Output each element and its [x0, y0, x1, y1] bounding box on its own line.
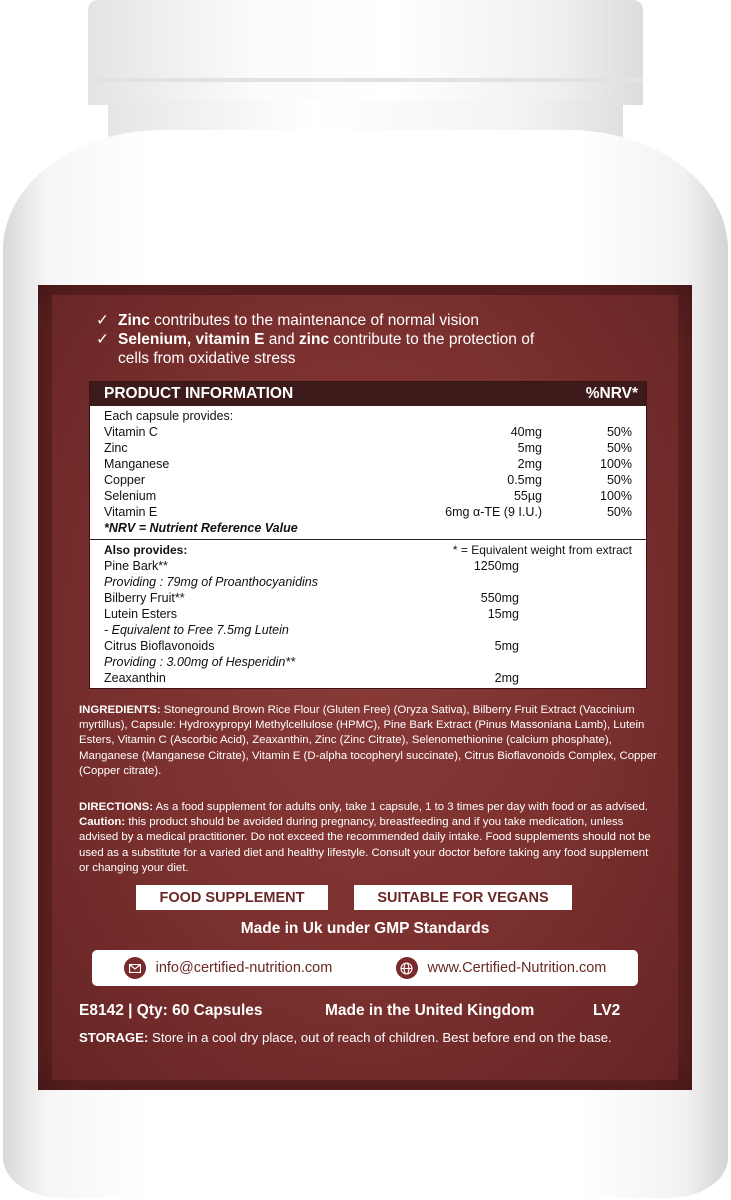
globe-icon	[396, 957, 418, 979]
also-header	[104, 542, 632, 558]
bottle-cap	[88, 0, 643, 105]
benefit-item	[96, 330, 656, 368]
also-row	[104, 606, 632, 622]
also-name: - Equivalent to Free 7.5mg Lutein	[104, 623, 289, 637]
also-amount	[459, 622, 519, 638]
nutrient-amount: 55µg	[513, 489, 542, 503]
info-header	[90, 382, 646, 406]
nutrient-nrv: 50%	[606, 425, 632, 439]
lv-code: LV2	[593, 1002, 621, 1019]
benefits-list	[96, 311, 656, 368]
info-title: PRODUCT INFORMATION	[104, 385, 294, 402]
also-name: Lutein Esters	[104, 607, 177, 621]
storage-text: Store in a cool dry place, out of reach of children. Best before end on the base.	[148, 1030, 612, 1045]
also-amount: 2mg	[494, 671, 519, 685]
also-row	[104, 654, 632, 670]
nutrient-row	[104, 440, 632, 456]
also-name: Citrus Bioflavonoids	[104, 639, 215, 653]
ingredients-block	[79, 703, 659, 779]
nrv-note: *NRV = Nutrient Reference Value	[104, 521, 298, 535]
also-amount: 1250mg	[473, 559, 519, 573]
storage-block	[79, 1029, 669, 1047]
also-name: Providing : 79mg of Proanthocyanidins	[104, 575, 319, 589]
nutrient-name: Manganese	[104, 457, 170, 471]
also-amount	[459, 654, 519, 670]
nutrient-nrv: 50%	[606, 441, 632, 455]
nutrient-name: Vitamin C	[104, 425, 158, 439]
email-text: info@certified-nutrition.com	[155, 960, 333, 976]
ingredients-label: INGREDIENTS:	[79, 704, 161, 716]
also-amount	[459, 574, 519, 590]
ingredients-text: Stoneground Brown Rice Flour (Gluten Free) (Oryza Sativa), Bilberry Fruit Extract (Vaccinium myrtillus), Capsule: Hydroxypropyl Methylcellulose (HPMC), Pine Bark Extract (Pinus Massoniana Lamb), Lutein Esters, Vitamin C (Ascorbic Acid), Zeaxanthin, Zinc (Zinc Citrate), Selenomethionine (calcium phosphate), Manganese (Manganese Citrate), Vitamin E (D-alpha tocopheryl succinate), Citrus Bioflavonoids Complex, Copper (Copper citrate).	[79, 704, 657, 777]
product-code: E8142 | Qty: 60 Capsules	[79, 1002, 263, 1019]
nrv-header: %NRV*	[585, 385, 638, 402]
benefit-text: contribute to the protection of	[329, 331, 535, 348]
provides-label: Each capsule provides:	[104, 409, 234, 423]
info-body	[90, 406, 646, 686]
equiv-note: * = Equivalent weight from extract	[452, 543, 632, 557]
also-name: Providing : 3.00mg of Hesperidin**	[104, 655, 296, 669]
also-row	[104, 558, 632, 574]
benefit-bold: zinc	[298, 331, 330, 348]
web-contact	[396, 957, 607, 979]
also-row	[104, 590, 632, 606]
directions-label: DIRECTIONS:	[79, 801, 154, 813]
product-label	[38, 285, 692, 1090]
also-rows	[104, 558, 632, 686]
nutrient-nrv: 100%	[600, 457, 632, 471]
website-text: www.Certified-Nutrition.com	[427, 960, 607, 976]
nutrient-name: Zinc	[104, 441, 128, 455]
food-supplement-badge: FOOD SUPPLEMENT	[136, 885, 328, 910]
directions-block	[79, 800, 659, 876]
nutrient-row	[104, 424, 632, 440]
check-icon: ✓	[96, 312, 109, 329]
nutrient-amount: 2mg	[517, 457, 542, 471]
also-row	[104, 670, 632, 686]
benefit-text: cells from oxidative stress	[118, 350, 296, 367]
origin-text: Made in the United Kingdom	[325, 1002, 535, 1019]
also-amount: 15mg	[487, 607, 519, 621]
email-contact	[124, 957, 333, 979]
nutrient-row	[104, 472, 632, 488]
nutrient-nrv: 50%	[606, 505, 632, 519]
also-row	[104, 622, 632, 638]
product-information-table	[89, 381, 647, 689]
nutrient-row	[104, 456, 632, 472]
also-amount: 5mg	[494, 639, 519, 653]
nutrient-amount: 5mg	[517, 441, 542, 455]
also-row	[104, 638, 632, 654]
nutrient-row	[104, 504, 632, 520]
benefit-bold: Zinc	[118, 312, 150, 329]
benefit-text: contributes to the maintenance of normal vision	[149, 312, 480, 329]
nutrient-nrv: 100%	[600, 489, 632, 503]
vegan-badge: SUITABLE FOR VEGANS	[354, 885, 572, 910]
benefit-bold: Selenium, vitamin E	[118, 331, 265, 348]
nutrient-amount: 6mg α-TE (9 I.U.)	[445, 505, 542, 519]
nutrient-name: Copper	[104, 473, 145, 487]
label-panel	[52, 295, 678, 1080]
also-amount: 550mg	[480, 591, 519, 605]
check-icon: ✓	[96, 331, 109, 348]
also-name: Pine Bark**	[104, 559, 168, 573]
benefit-text: and	[264, 331, 299, 348]
made-in-statement: Made in Uk under GMP Standards	[240, 920, 490, 937]
nutrient-name: Selenium	[104, 489, 157, 503]
also-name: Bilberry Fruit**	[104, 591, 185, 605]
also-row	[104, 574, 632, 590]
also-label: Also provides:	[104, 543, 188, 557]
caution-text: this product should be avoided during pregnancy, breastfeeding and if you take medication, unless advised by a medical practitioner. Do not exceed the recommended daily intake. Food supplements should not be used as a substitute for a varied diet and healthy lifestyle. Consult your doctor before taking any food supplement or changing your diet.	[79, 816, 651, 874]
nutrient-amount: 0.5mg	[507, 473, 542, 487]
storage-label: STORAGE:	[79, 1030, 149, 1045]
product-codes	[79, 1002, 659, 1020]
benefit-item	[96, 311, 656, 330]
envelope-icon	[124, 957, 146, 979]
nutrient-row	[104, 488, 632, 504]
contact-bar	[92, 950, 638, 986]
cap-ridge	[88, 78, 643, 82]
nutrient-name: Vitamin E	[104, 505, 158, 519]
directions-text: As a food supplement for adults only, take 1 capsule, 1 to 3 times per day with food or as advised.	[153, 801, 648, 813]
nutrient-rows	[104, 424, 632, 520]
caution-label: Caution:	[79, 816, 126, 829]
also-name: Zeaxanthin	[104, 671, 166, 685]
nutrient-amount: 40mg	[510, 425, 542, 439]
divider	[90, 539, 646, 540]
nutrient-nrv: 50%	[606, 473, 632, 487]
